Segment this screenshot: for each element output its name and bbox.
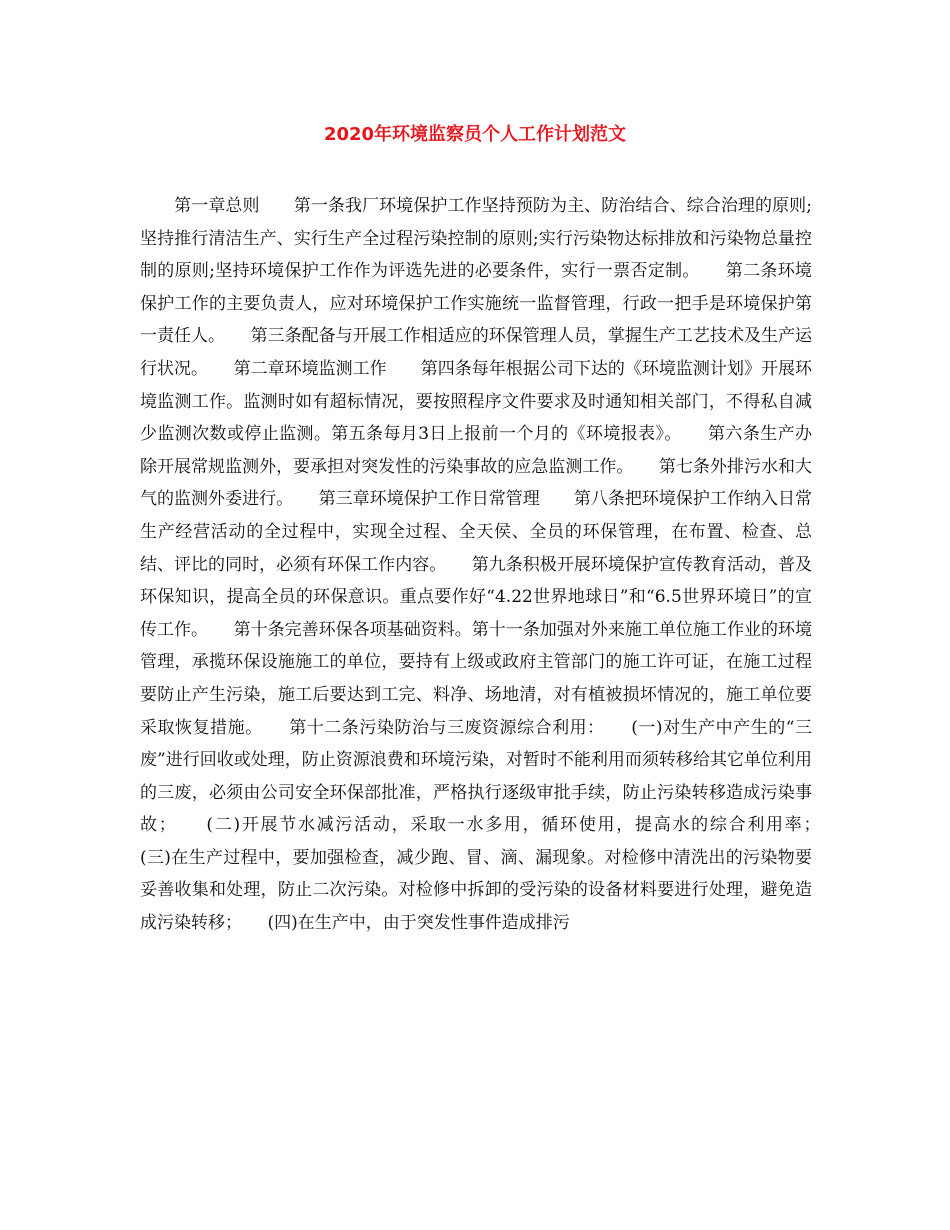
document-body-text: 第一章总则 第一条我厂环境保护工作坚持预防为主、防治结合、综合治理的原则;坚持推行清洁生产、实行生产全过程污染控制的原则;实行污染物达标排放和污染物总量控制的原则;坚持环境保护工作作为评选先进的必要条件，实行一票否定制。 第二条环境保护工作的主要负责人，应对环境保护工作实施统一监督管理，行政一把手是环境保护第一责任人。 第三条配备与开展工作相适应的环保管理人员，掌握生产工艺技术及生产运行状况。 第二章环境监测工作 第四条每年根据公司下达的《环境监测计划》开展环境监测工作。监测时如有超标情况，要按照程序文件要求及时通知相关部门，不得私自减少监测次数或停止监测。第五条每月3日上报前一个月的《环境报表》。 第六条生产办除开展常规监测外，要承担对突发性的污染事故的应急监测工作。 第七条外排污水和大气的监测外委进行。 第三章环境保护工作日常管理 第八条把环境保护工作纳入日常生产经营活动的全过程中，实现全过程、全天侯、全员的环保管理，在布置、检查、总结、评比的同时，必须有环保工作内容。 第九条积极开展环境保护宣传教育活动，普及环保知识，提高全员的环保意识。重点要作好“4.22世界地球日”和“6.5世界环境日”的宣传工作。 第十条完善环保各项基础资料。第十一条加强对外来施工单位施工作业的环境管理，承揽环保设施施工的单位，要持有上级或政府主管部门的施工许可证，在施工过程要防止产生污染，施工后要达到工完、料净、场地清，对有植被损坏情况的，施工单位要采取恢复措施。 第十二条污染防治与三废资源综合利用： (一)对生产中产生的“三废”进行回收或处理，防止资源浪费和环境污染，对暂时不能利用而须转移给其它单位利用的三废，必须由公司安全环保部批准，严格执行逐级审批手续，防止污染转移造成污染事故； (二)开展节水减污活动，采取一水多用，循环使用，提高水的综合利用率； (三)在生产过程中，要加强检查，减少跑、冒、滴、漏现象。对检修中清洗出的污染物要妥善收集和处理，防止二次污染。对检修中拆卸的受污染的设备材料要进行处理，避免造成污染转移； (四)在生产中，由于突发性事件造成排污 [140, 196, 846, 934]
document-title: 2020年环境监察员个人工作计划范文 [323, 124, 627, 145]
